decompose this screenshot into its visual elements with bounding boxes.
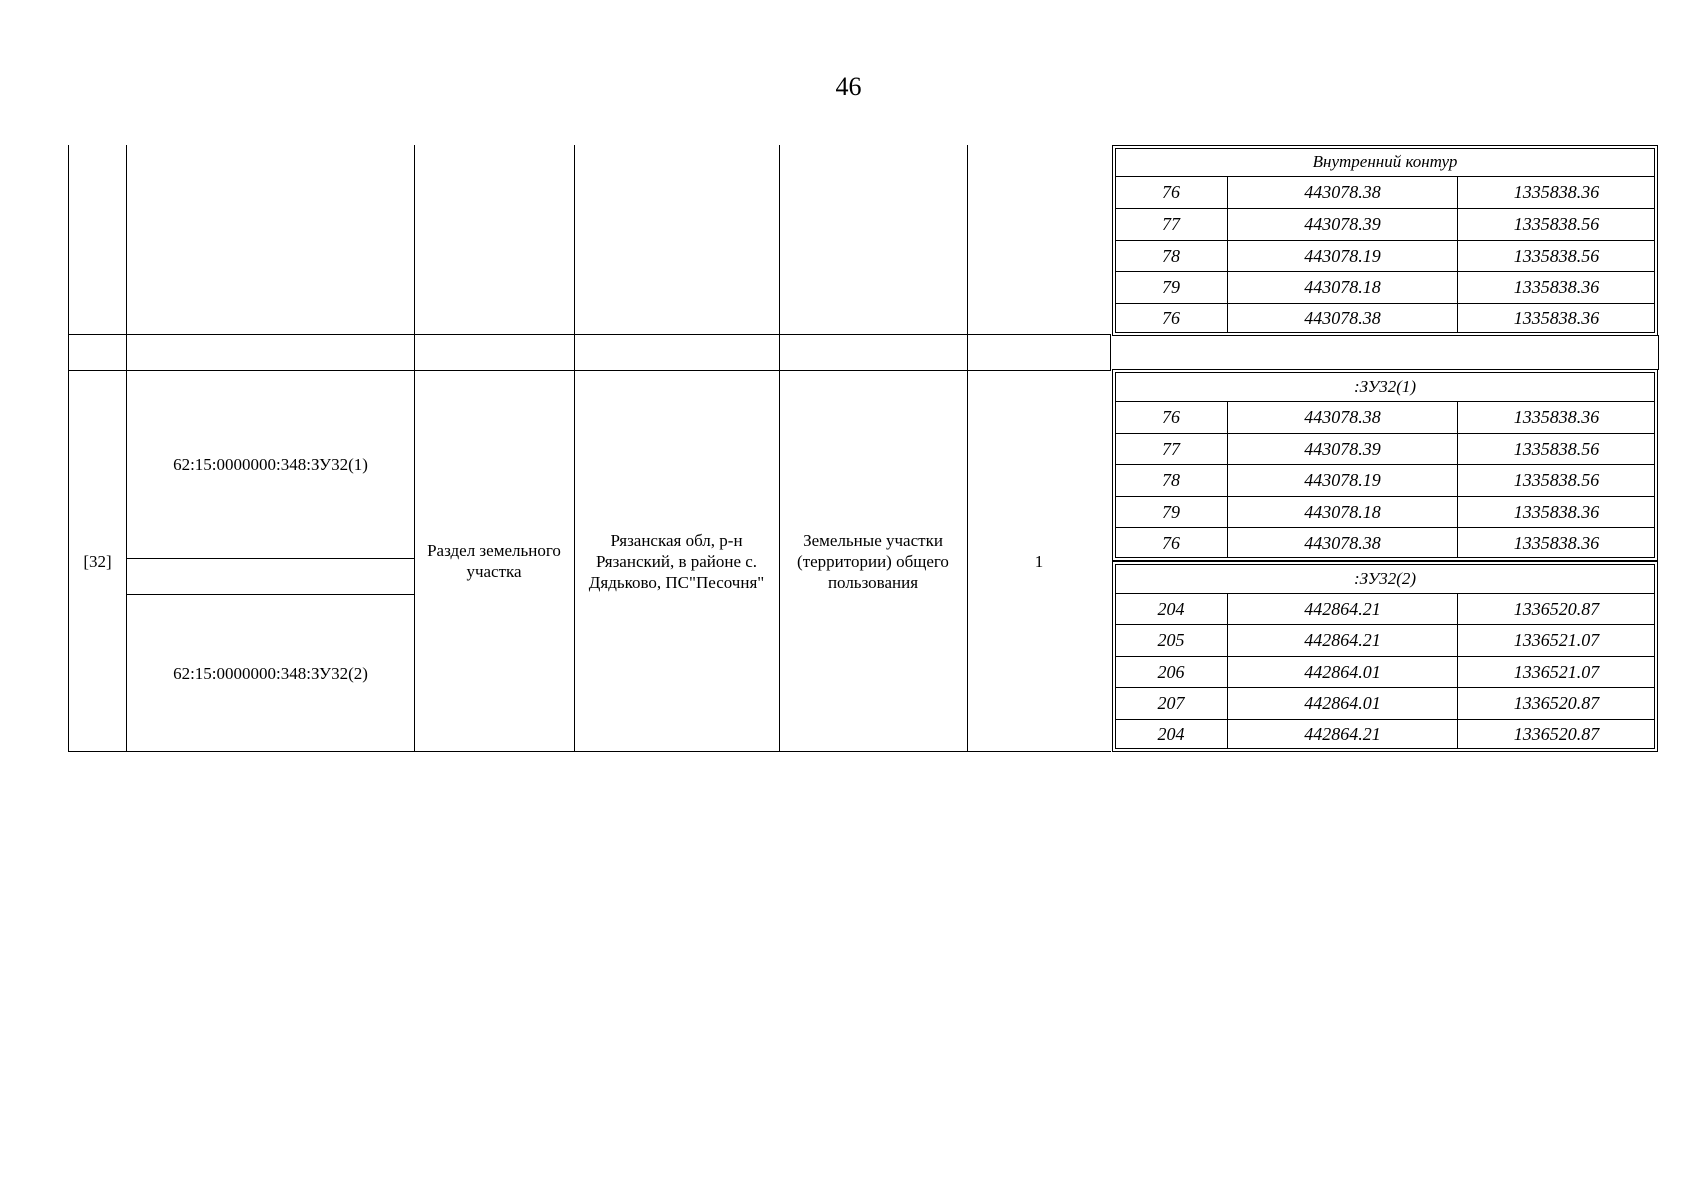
coord-x: 443078.38 bbox=[1304, 182, 1381, 202]
point-number: 77 bbox=[1162, 214, 1180, 234]
point-number: 78 bbox=[1162, 245, 1180, 266]
coord-x: 443078.19 bbox=[1304, 245, 1381, 266]
table-border-right bbox=[1658, 335, 1659, 370]
column-divider bbox=[574, 145, 575, 751]
land-category: Земельные участки (территории) общего пользования bbox=[797, 530, 949, 592]
coord-x: 443078.38 bbox=[1304, 532, 1381, 553]
point-number: 205 bbox=[1157, 630, 1185, 650]
coord-y: 1335838.56 bbox=[1513, 470, 1600, 490]
entry-index: [32] bbox=[83, 551, 112, 571]
coord-y: 1336520.87 bbox=[1513, 724, 1600, 744]
coord-x: 442864.21 bbox=[1304, 630, 1381, 650]
coord-x: 442864.01 bbox=[1304, 661, 1381, 682]
coord-x: 443078.39 bbox=[1304, 214, 1381, 234]
coord-x: 443078.19 bbox=[1304, 470, 1381, 490]
coord-x: 443078.18 bbox=[1304, 277, 1381, 297]
coord-x: 443078.18 bbox=[1304, 501, 1381, 522]
coord-y: 1335838.56 bbox=[1513, 438, 1600, 459]
contour-title: :ЗУ32(2) bbox=[1353, 568, 1417, 588]
column-divider bbox=[414, 145, 415, 751]
point-number: 77 bbox=[1162, 438, 1180, 459]
point-number: 206 bbox=[1157, 661, 1185, 682]
coord-y: 1335838.56 bbox=[1513, 214, 1600, 234]
parcel-address: Рязанская обл, р-н Рязанский, в районе с. Дядьково, ПС"Песочня" bbox=[588, 530, 765, 592]
coord-y: 1336520.87 bbox=[1513, 598, 1600, 619]
coord-y: 1335838.36 bbox=[1513, 501, 1600, 522]
column-divider bbox=[1110, 335, 1111, 370]
page-number: 46 bbox=[835, 72, 862, 101]
coord-y: 1335838.36 bbox=[1513, 407, 1600, 427]
point-number: 78 bbox=[1162, 470, 1180, 490]
coord-x: 442864.21 bbox=[1304, 598, 1381, 619]
coord-y: 1335838.36 bbox=[1513, 532, 1600, 553]
coord-y: 1335838.36 bbox=[1513, 277, 1600, 297]
coord-y: 1335838.36 bbox=[1513, 308, 1600, 328]
point-number: 76 bbox=[1162, 407, 1180, 427]
parcel-cadastral-number: 62:15:0000000:348:ЗУ32(2) bbox=[173, 663, 368, 683]
contour-title: :ЗУ32(1) bbox=[1353, 376, 1417, 396]
parcel-cadastral-number: 62:15:0000000:348:ЗУ32(1) bbox=[173, 455, 368, 474]
formation-method: Раздел земельного участка bbox=[427, 541, 561, 581]
subtable-title: Внутренний контур bbox=[1312, 152, 1458, 171]
coord-y: 1335838.56 bbox=[1513, 245, 1600, 266]
coord-y: 1336520.87 bbox=[1513, 693, 1600, 713]
point-number: 76 bbox=[1162, 532, 1180, 553]
point-number: 76 bbox=[1162, 308, 1180, 328]
coord-x: 442864.21 bbox=[1304, 724, 1381, 744]
point-number: 204 bbox=[1157, 598, 1185, 619]
point-number: 79 bbox=[1162, 501, 1180, 522]
point-number: 76 bbox=[1162, 182, 1180, 202]
point-number: 207 bbox=[1157, 693, 1185, 713]
coord-x: 443078.39 bbox=[1304, 438, 1381, 459]
table-border-bottom bbox=[68, 751, 1111, 752]
coord-y: 1336521.07 bbox=[1513, 661, 1600, 682]
point-number: 79 bbox=[1162, 277, 1180, 297]
coord-x: 443078.38 bbox=[1304, 407, 1381, 427]
point-number: 204 bbox=[1157, 724, 1185, 744]
column-divider bbox=[779, 145, 780, 751]
coord-x: 442864.01 bbox=[1304, 693, 1381, 713]
parcel-divider bbox=[126, 558, 414, 559]
coord-y: 1336521.07 bbox=[1513, 630, 1600, 650]
parcel-count: 1 bbox=[1034, 551, 1044, 571]
coord-x: 443078.38 bbox=[1304, 308, 1381, 328]
coord-y: 1335838.36 bbox=[1513, 182, 1600, 202]
row-divider bbox=[68, 334, 1111, 335]
